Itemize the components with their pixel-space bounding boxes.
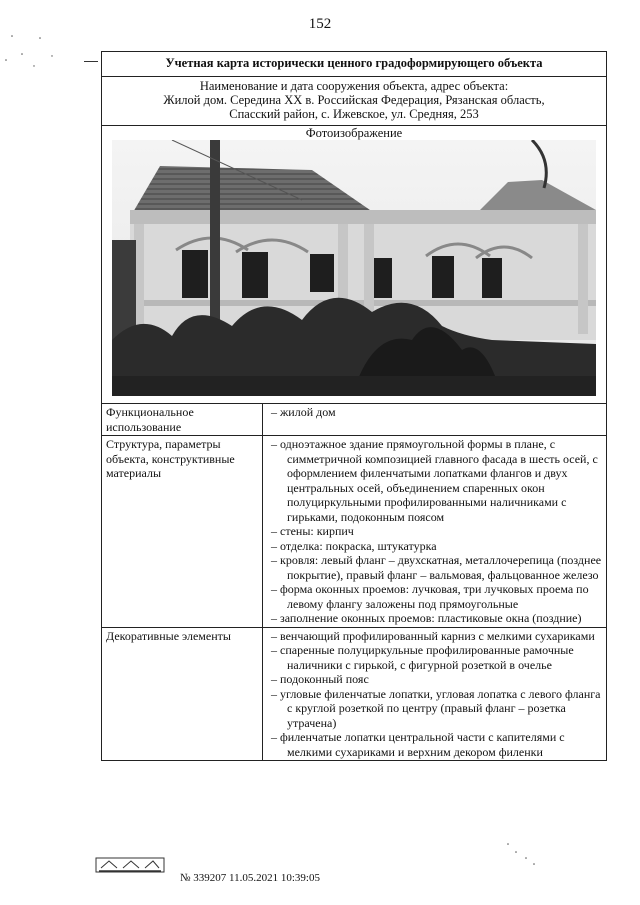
registration-stamp-number: № 339207 11.05.2021 10:39:05 xyxy=(180,872,320,884)
list-item: – угловые филенчатые лопатки, угловая лопатка с левого фланга с круглой розеткой по центру (правый фланг – розетка утрачена) xyxy=(267,687,602,731)
list-item: – спаренные полуциркульные профилированные рамочные наличники с гирькой, с фигурной розеткой в очелье xyxy=(267,643,602,672)
list-item: – одноэтажное здание прямоугольной формы в плане, с симметричной композицией главного фасада в шесть осей, с оформлением филенчатыми лопатками флангов и двух центральных осей, объединением спаренных окон полуциркульными профилированными наличниками с гирьками, подоконным поясом xyxy=(267,437,602,524)
table-row xyxy=(102,404,606,436)
row-value-structure xyxy=(263,436,607,628)
table-row xyxy=(102,436,606,628)
list-item: – венчающий профилированный карниз с мелкими сухариками xyxy=(267,629,602,644)
row-value-function xyxy=(263,404,607,436)
photo-block xyxy=(102,126,606,404)
row-label-function: Функциональное использование xyxy=(102,404,263,436)
name-line-2: Спасский район, с. Ижевское, ул. Средняя, 253 xyxy=(229,107,479,121)
table-row xyxy=(102,627,606,760)
card-title: Учетная карта исторически ценного градоформирующего объекта xyxy=(102,52,606,77)
properties-table xyxy=(102,404,606,760)
list-item: – стены: кирпич xyxy=(267,524,602,539)
registry-stamp-logo xyxy=(95,856,165,874)
object-name-block xyxy=(102,77,606,126)
row-label-decor: Декоративные элементы xyxy=(102,627,263,760)
scan-noise-corner xyxy=(500,838,540,868)
scan-dash-mark xyxy=(84,61,98,62)
row-label-structure: Структура, параметры объекта, конструктивные материалы xyxy=(102,436,263,628)
registration-card xyxy=(101,51,607,761)
page-number: 152 xyxy=(308,16,332,32)
photo-caption: Фотоизображение xyxy=(305,126,403,140)
scan-noise-marks xyxy=(0,30,70,70)
list-item: – филенчатые лопатки центральной части с капителями с мелкими сухариками и верхним декором филенки xyxy=(267,730,602,759)
list-item: – заполнение оконных проемов: пластиковые окна (поздние) xyxy=(267,611,602,626)
house-photo xyxy=(112,140,596,396)
list-item: – кровля: левый фланг – двухскатная, металлочерепица (позднее покрытие), правый фланг – вальмовая, фальцованное железо xyxy=(267,553,602,582)
list-item: – отделка: покраска, штукатурка xyxy=(267,539,602,554)
name-line-1: Жилой дом. Середина XX в. Российская Федерация, Рязанская область, xyxy=(163,93,545,107)
row-value-decor xyxy=(263,627,607,760)
list-item: – жилой дом xyxy=(267,405,602,420)
name-heading: Наименование и дата сооружения объекта, адрес объекта: xyxy=(199,79,509,93)
list-item: – форма оконных проемов: лучковая, три лучковых проема по левому флангу заложены под прямоугольные xyxy=(267,582,602,611)
list-item: – подоконный пояс xyxy=(267,672,602,687)
